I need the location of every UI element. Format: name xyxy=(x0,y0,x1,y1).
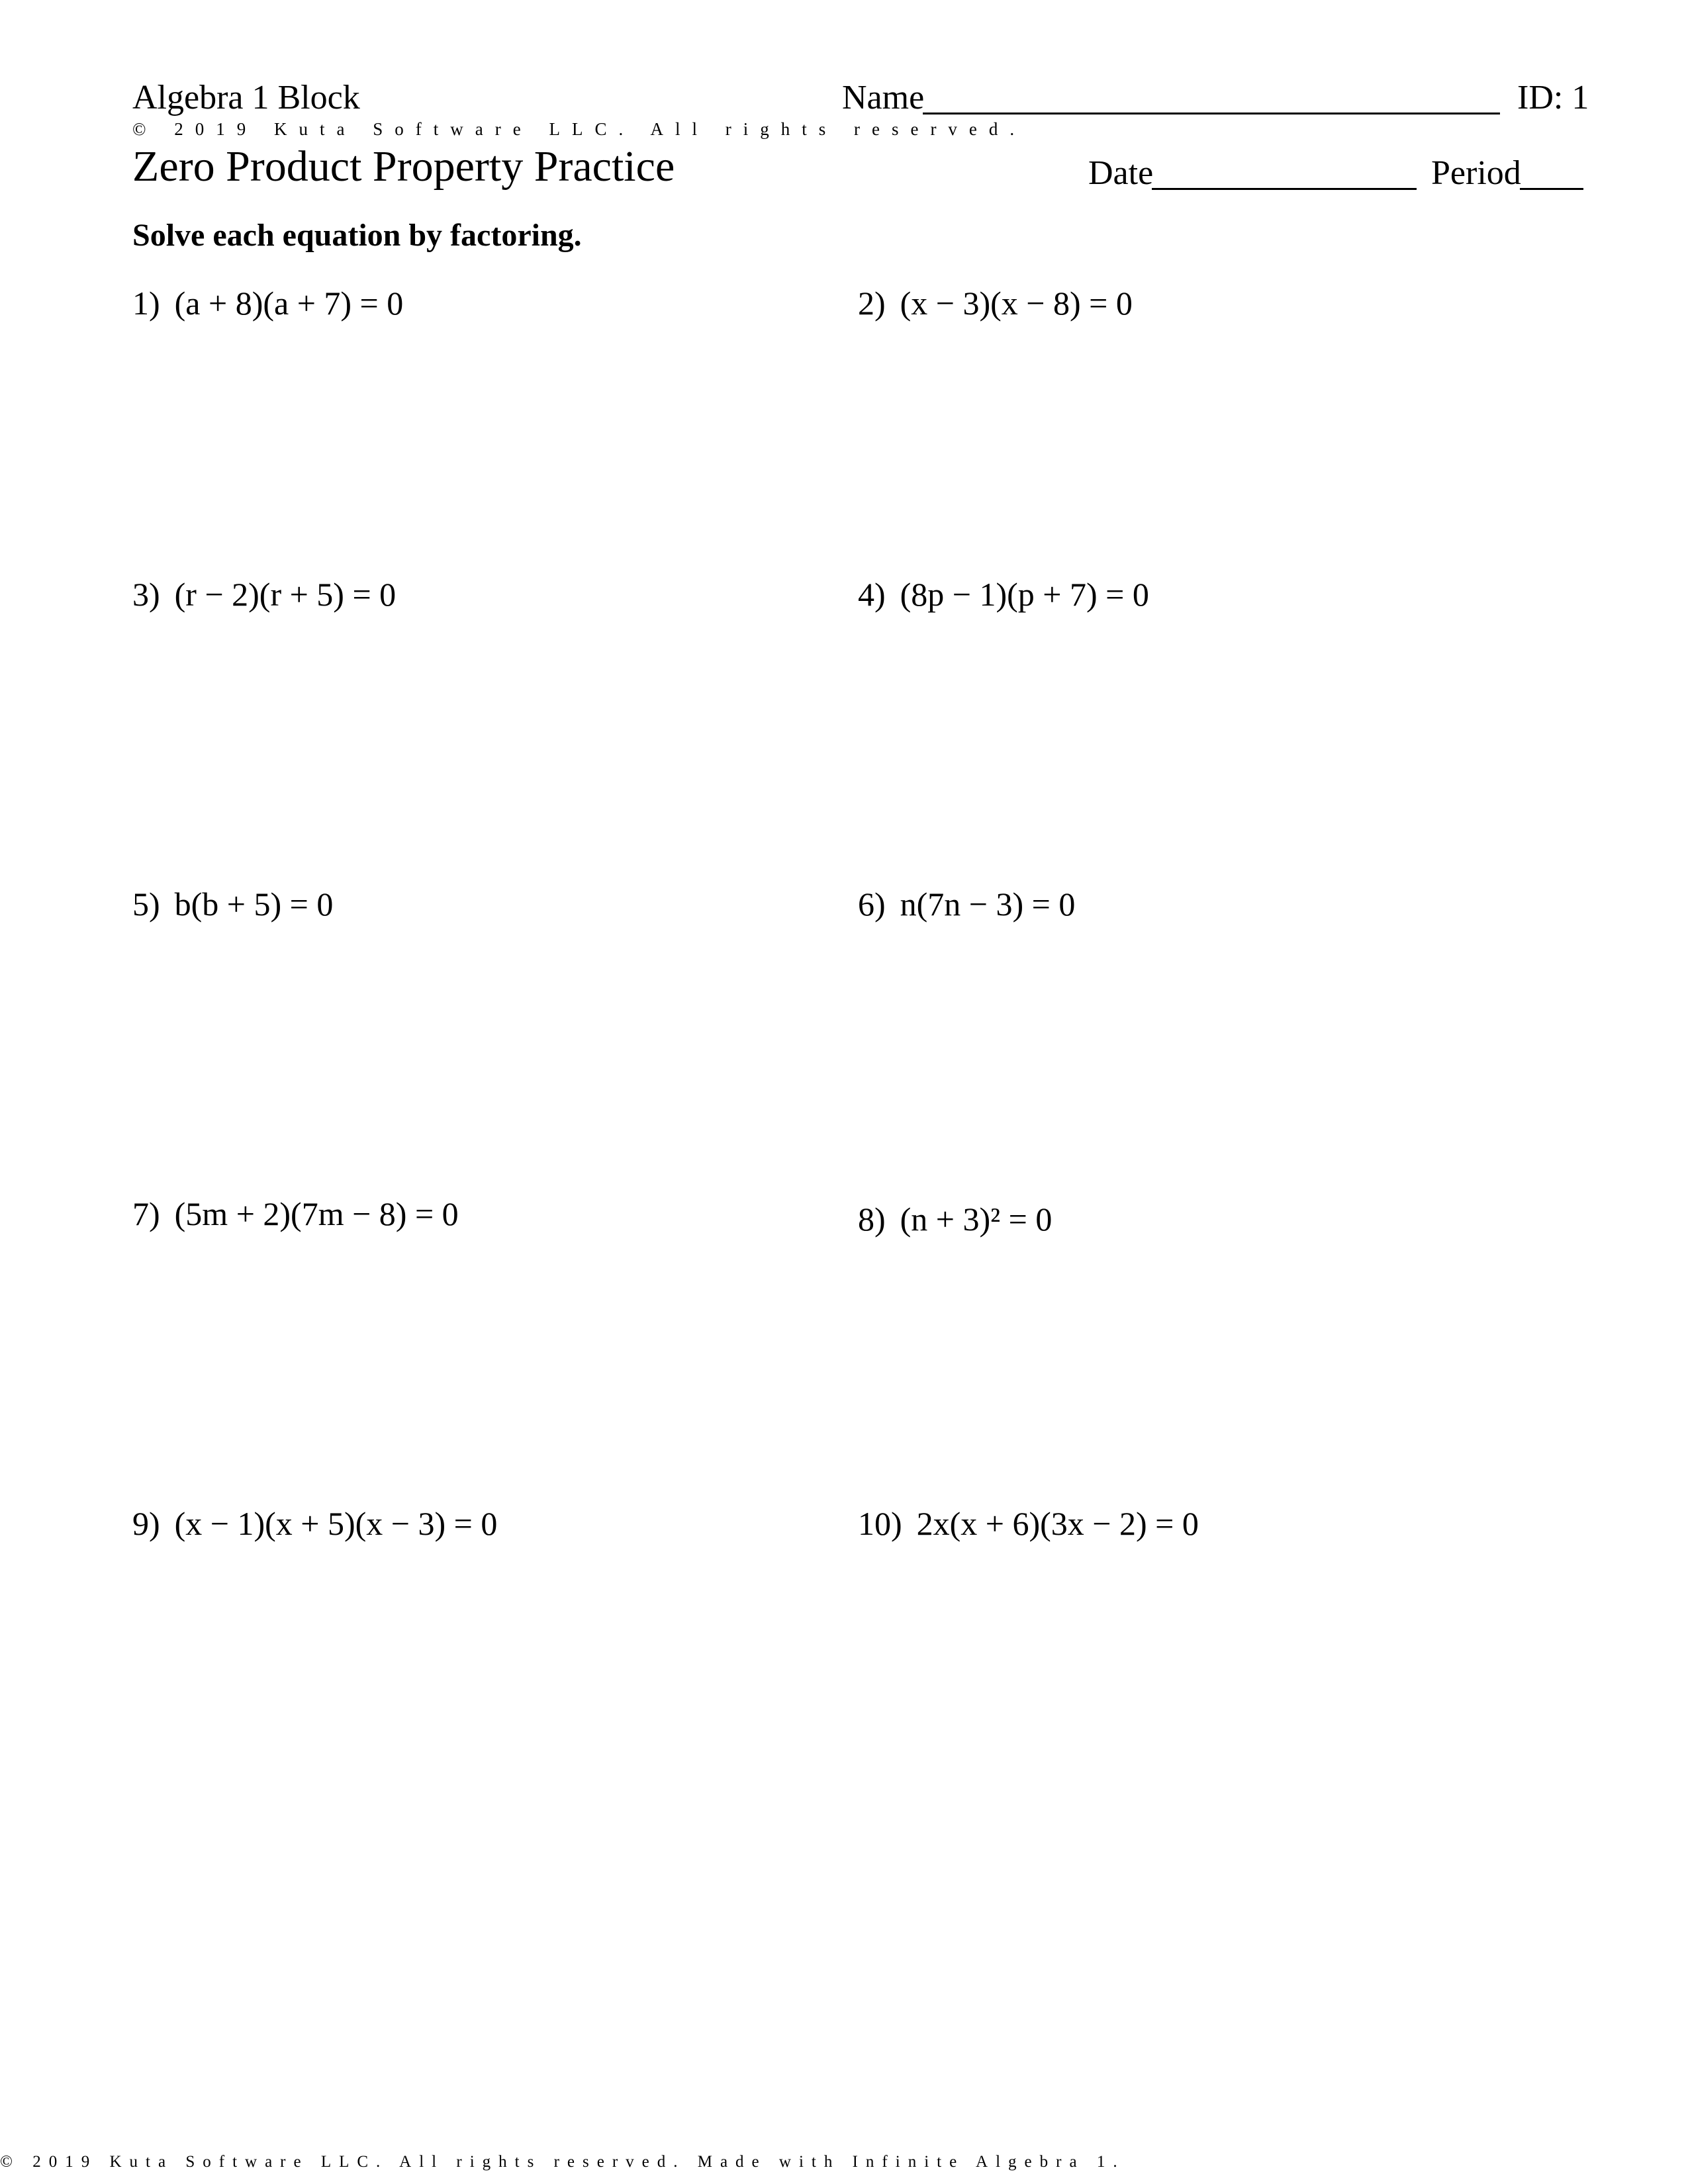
problem-3 xyxy=(132,574,396,614)
problem-number: 7) xyxy=(132,1195,160,1232)
problem-equation: (a + 8)(a + 7) = 0 xyxy=(174,285,404,322)
problem-7 xyxy=(132,1194,459,1234)
problem-number: 9) xyxy=(132,1505,160,1542)
problem-5 xyxy=(132,884,333,924)
problem-equation: 2x(x + 6)(3x − 2) = 0 xyxy=(916,1505,1199,1542)
problem-equation: (5m + 2)(7m − 8) = 0 xyxy=(174,1195,459,1232)
problem-equation: (x − 1)(x + 5)(x − 3) = 0 xyxy=(174,1505,498,1542)
header-copyright: © 2019 Kuta Software LLC. All rights reserved. xyxy=(132,119,1027,139)
instructions: Solve each equation by factoring. xyxy=(132,218,582,253)
problem-equation: (n + 3)² = 0 xyxy=(900,1201,1053,1238)
name-label: Name xyxy=(842,79,925,116)
problem-equation: b(b + 5) = 0 xyxy=(174,886,334,923)
date-label: Date xyxy=(1088,154,1154,192)
problem-equation: (x − 3)(x − 8) = 0 xyxy=(900,285,1133,322)
problem-equation: (8p − 1)(p + 7) = 0 xyxy=(900,576,1149,613)
problem-equation: (r − 2)(r + 5) = 0 xyxy=(174,576,397,613)
footer-copyright: © 2019 Kuta Software LLC. All rights reserved. Made with Infinite Algebra 1. xyxy=(0,2153,1125,2171)
date-blank-line[interactable] xyxy=(1152,188,1417,190)
problem-number: 4) xyxy=(858,576,886,613)
problem-8 xyxy=(858,1199,1052,1239)
problem-number: 2) xyxy=(858,285,886,322)
problem-equation: n(7n − 3) = 0 xyxy=(900,886,1076,923)
worksheet-title: Zero Product Property Practice xyxy=(132,142,675,191)
problem-9 xyxy=(132,1504,497,1543)
problem-number: 8) xyxy=(858,1201,886,1238)
period-label: Period xyxy=(1431,154,1521,192)
problem-10 xyxy=(858,1504,1199,1543)
problem-number: 10) xyxy=(858,1505,902,1542)
problem-1 xyxy=(132,283,403,323)
problem-4 xyxy=(858,574,1149,614)
problem-number: 5) xyxy=(132,886,160,923)
problem-number: 1) xyxy=(132,285,160,322)
problem-number: 6) xyxy=(858,886,886,923)
course-name: Algebra 1 Block xyxy=(132,79,360,116)
problem-number: 3) xyxy=(132,576,160,613)
name-blank-line[interactable] xyxy=(923,113,1500,114)
period-blank-line[interactable] xyxy=(1520,188,1583,190)
problem-2 xyxy=(858,283,1133,323)
problem-6 xyxy=(858,884,1075,924)
worksheet-id: ID: 1 xyxy=(1517,79,1589,116)
